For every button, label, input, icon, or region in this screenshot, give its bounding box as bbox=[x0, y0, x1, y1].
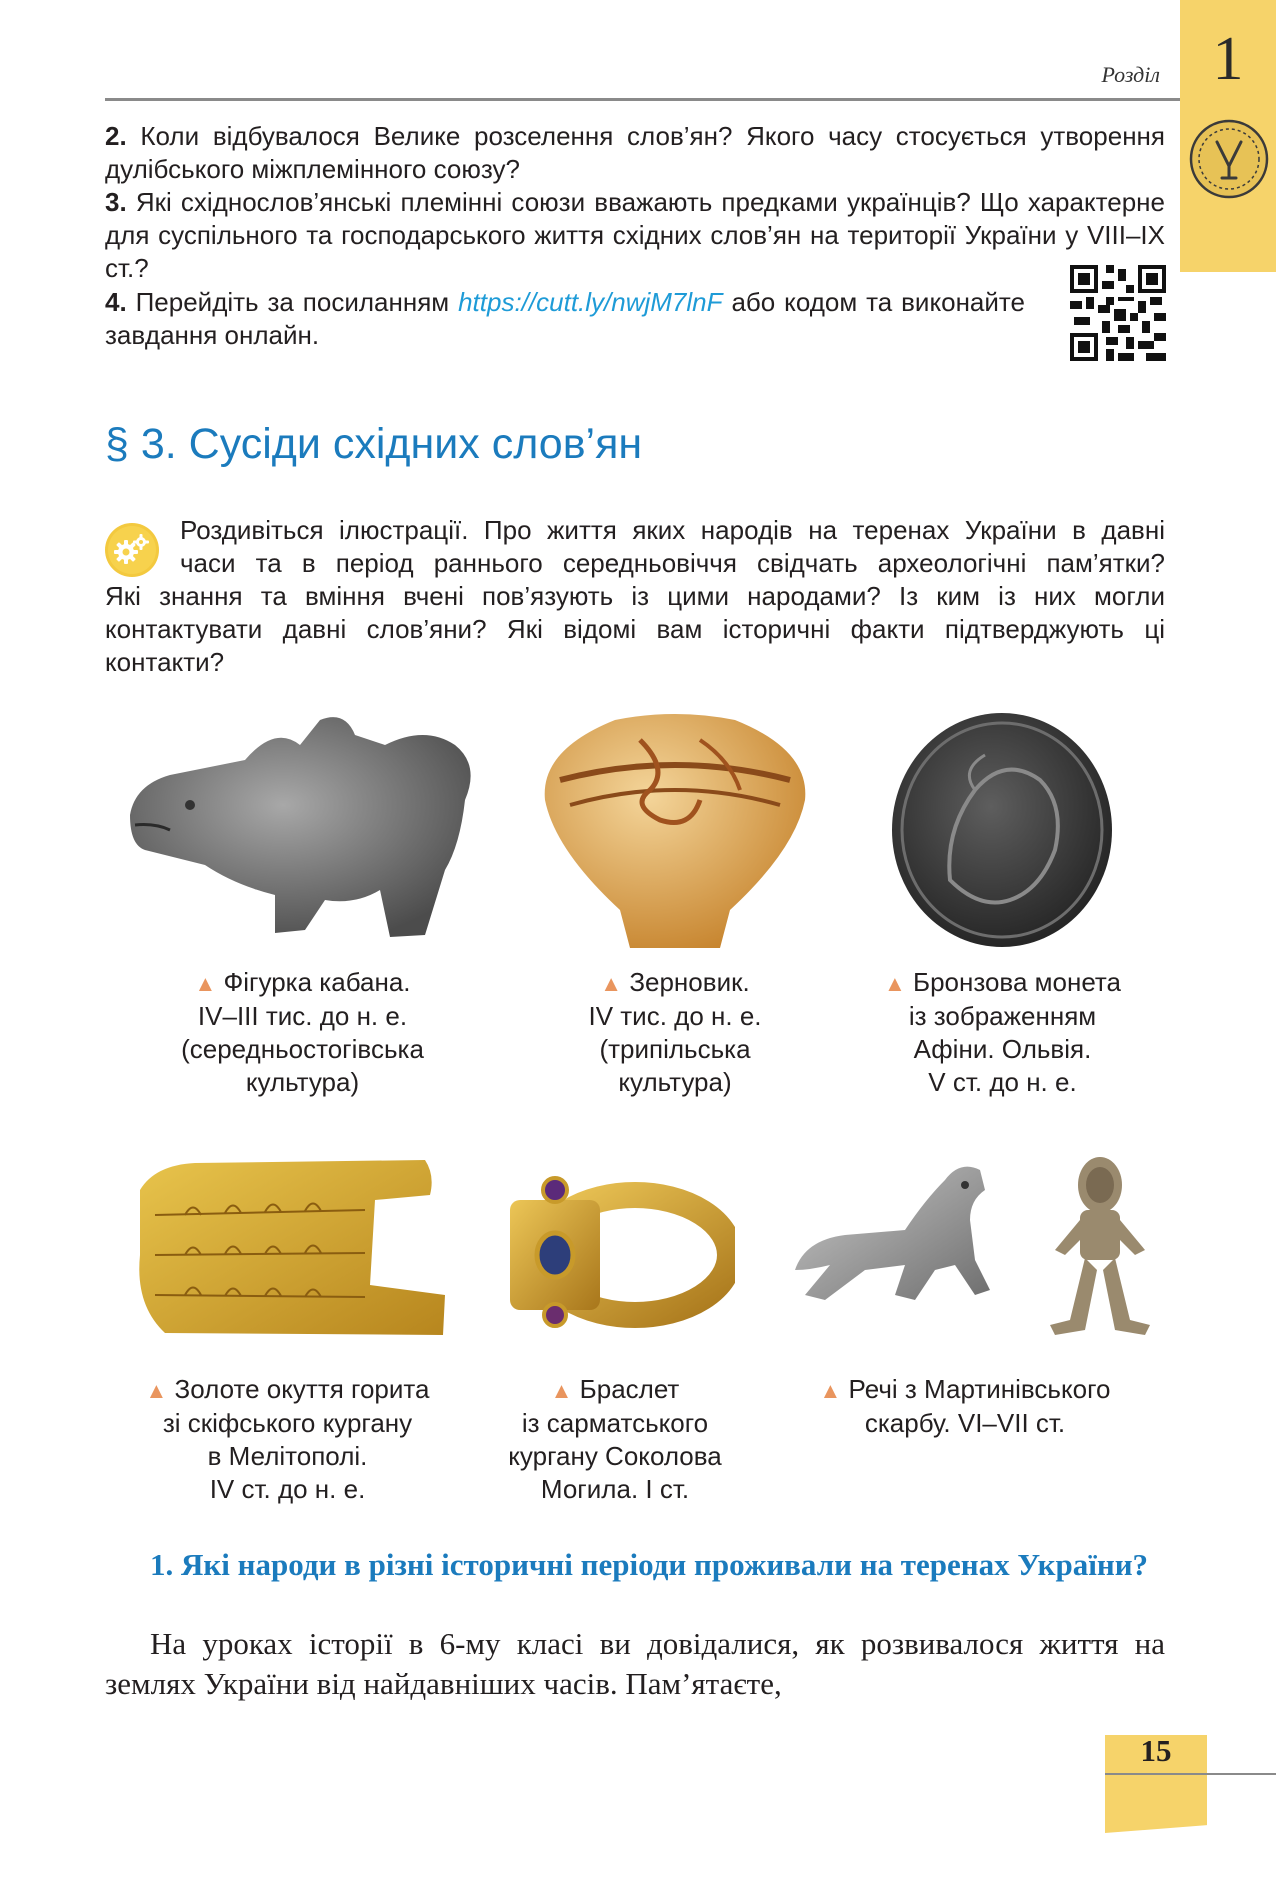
question-text: Які східнослов’янські племінні союзи вважають предками українців? Що характерне для суспільного та господарського життя східних слов’ян на території України у VIII–IX ст.? bbox=[105, 187, 1165, 283]
subsection-heading: 1. Які народи в різні історичні періоди проживали на теренах України? bbox=[150, 1547, 1149, 1582]
chapter-number: 1 bbox=[1212, 25, 1244, 93]
question-text: Перейдіть за посиланням bbox=[135, 287, 450, 317]
question-text: або кодом та виконайте завдання онлайн. bbox=[105, 287, 1025, 350]
question-number: 2. bbox=[105, 121, 127, 151]
intro-rest: Які знання та вміння вчені пов’язують із цими народами? Із ким із них могли контактувати давні слов’яни? Які відомі вам історичні факти підтверджують ці контакти? bbox=[105, 581, 1165, 677]
triangle-marker-icon: ▲ bbox=[883, 971, 906, 996]
question-text: Коли відбувалося Велике розселення слов’ян? Якого часу стосується утворення дулібського міжплемінного союзу? bbox=[105, 121, 1165, 184]
online-task-link[interactable]: https://cutt.ly/nwjM7lnF bbox=[458, 287, 723, 317]
body-paragraph: На уроках історії в 6-му класі ви довідалися, як розвивалося життя на землях України від найдавніших часів. Пам’ятаєте, bbox=[105, 1626, 1165, 1701]
page-number: 15 bbox=[1140, 1733, 1172, 1768]
footer-divider bbox=[1105, 1773, 1276, 1775]
sarmatian-bracelet-image bbox=[495, 1165, 735, 1340]
intro-line-1: Роздивіться ілюстрації. Про життя яких народів на теренах України в давні bbox=[180, 515, 1165, 545]
image-caption: ▲ Бронзова монета із зображенням Афіни. Ольвія. V ст. до н. е. bbox=[883, 967, 1121, 1097]
gears-icon bbox=[104, 522, 160, 578]
image-caption: ▲ Золоте окуття горита зі скіфського кургану в Мелітополі. IV ст. до н. е. bbox=[145, 1374, 430, 1504]
section-title: § 3. Сусіди східних слов’ян bbox=[105, 420, 643, 468]
qr-code-icon[interactable] bbox=[1070, 265, 1166, 361]
seal-emblem-icon bbox=[1184, 114, 1274, 204]
bronze-coin-image bbox=[890, 710, 1115, 950]
triangle-marker-icon: ▲ bbox=[194, 971, 217, 996]
question-3 bbox=[105, 186, 1165, 285]
triangle-marker-icon: ▲ bbox=[819, 1378, 842, 1403]
image-caption: ▲ Зерновик. IV тис. до н. е. (трипільська культура) bbox=[588, 967, 762, 1097]
boar-figurine-image bbox=[125, 705, 480, 945]
triangle-marker-icon: ▲ bbox=[550, 1378, 573, 1403]
question-number: 4. bbox=[105, 287, 127, 317]
triangle-marker-icon: ▲ bbox=[600, 971, 623, 996]
question-number: 3. bbox=[105, 187, 127, 217]
golden-gorytos-image bbox=[125, 1155, 450, 1340]
image-caption: ▲ Фігурка кабана. IV–III тис. до н. е. (середньостогівська культура) bbox=[181, 967, 424, 1097]
section-label: Розділ bbox=[1101, 62, 1160, 87]
question-2 bbox=[105, 120, 1165, 186]
grain-vessel-image bbox=[540, 710, 810, 950]
image-caption: ▲ Речі з Мартинівського скарбу. VI–VII ст. bbox=[819, 1374, 1111, 1438]
intro-line-2: часи та в період раннього середньовіччя свідчать археологічні пам’ятки? bbox=[180, 548, 1165, 578]
question-4 bbox=[105, 286, 1025, 352]
martynivka-hoard-image bbox=[785, 1150, 1165, 1345]
image-caption: ▲ Браслет із сарматського кургану Соколова Могила. I ст. bbox=[508, 1374, 722, 1504]
header-divider bbox=[105, 98, 1180, 101]
triangle-marker-icon: ▲ bbox=[145, 1378, 168, 1403]
